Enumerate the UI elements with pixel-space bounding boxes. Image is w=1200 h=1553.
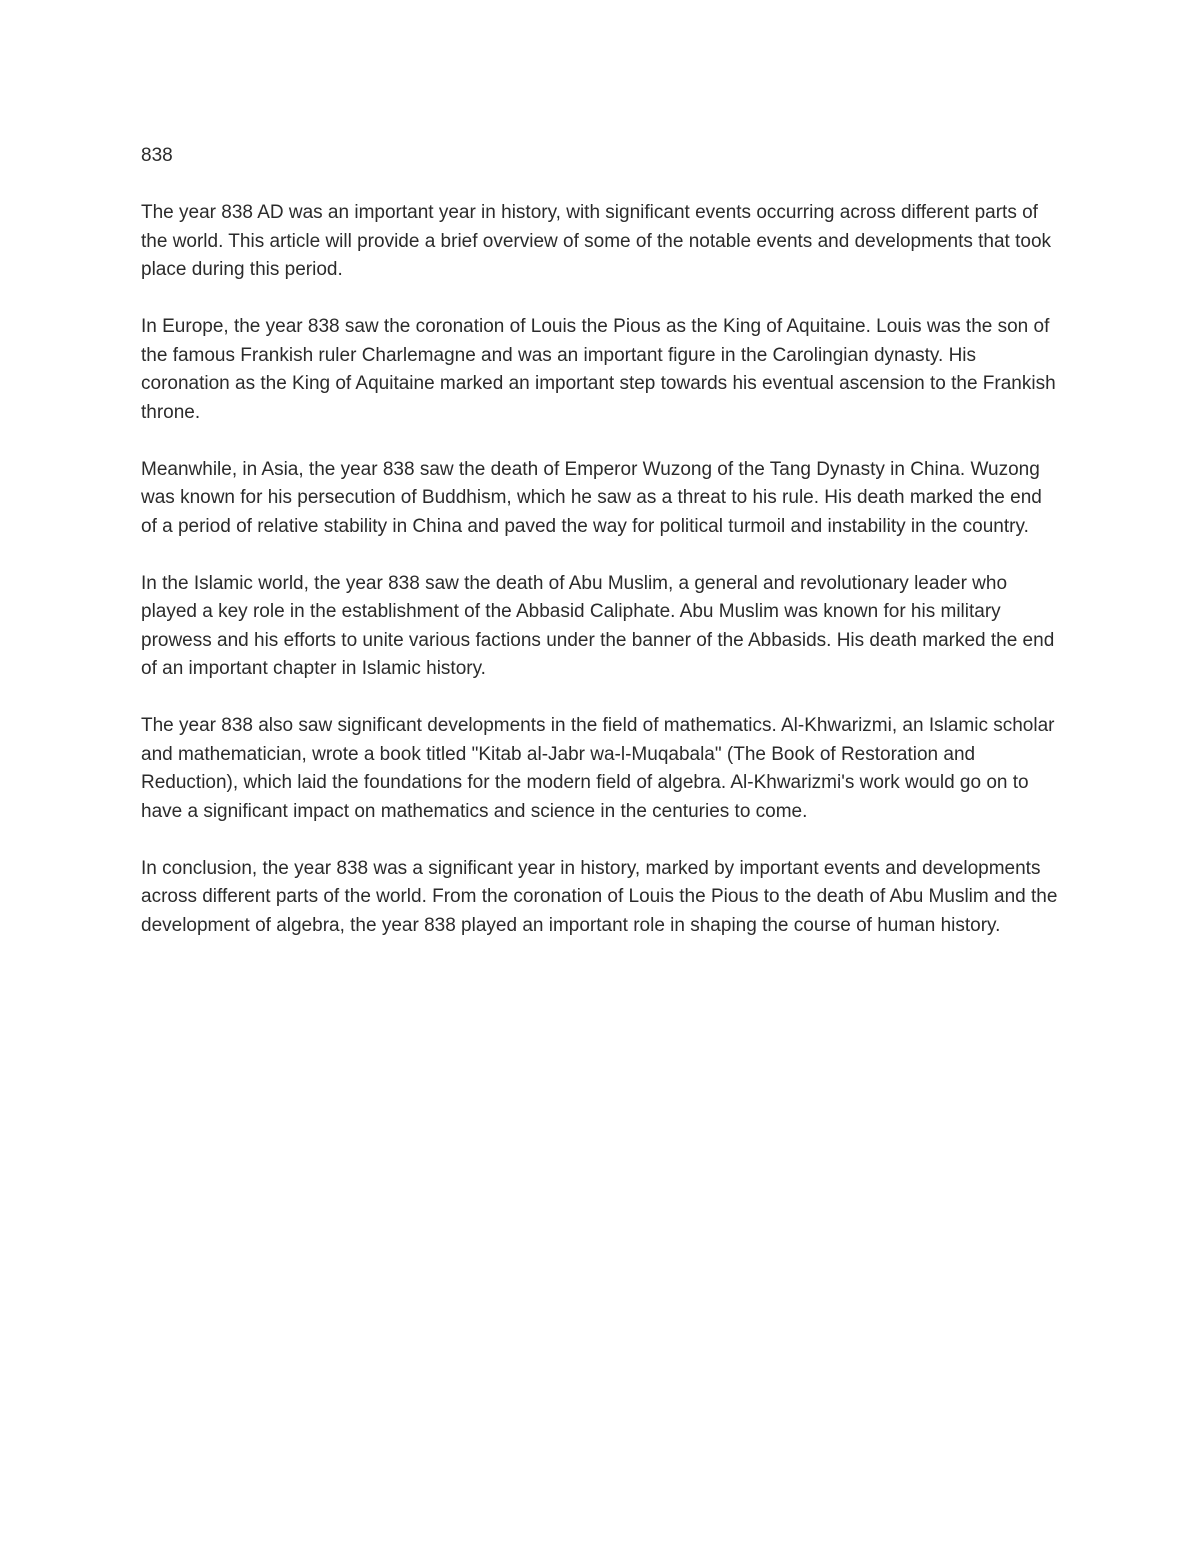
document-title: 838	[141, 145, 173, 166]
paragraph-intro: The year 838 AD was an important year in history, with significant events occurring across different parts of the world. This article will provide a brief overview of some of the notable events and developments that took place during this period.	[141, 202, 1052, 280]
paragraph-europe: In Europe, the year 838 saw the coronation of Louis the Pious as the King of Aquitaine. Louis was the son of the famous Frankish ruler Charlemagne and was an important figure in the Carolingian dynasty. His coronation as the King of Aquitaine marked an important step towards his eventual ascension to the Frankish throne.	[141, 316, 1056, 423]
paragraph-mathematics: The year 838 also saw significant developments in the field of mathematics. Al-Khwarizmi, an Islamic scholar and mathematician, wrote a book titled "Kitab al-Jabr wa-l-Muqabala" (The Book of Restoration and Reduction), which laid the foundations for the modern field of algebra. Al-Khwarizmi's work would go on to have a significant impact on mathematics and science in the centuries to come.	[141, 715, 1055, 822]
paragraph-islamic-world: In the Islamic world, the year 838 saw the death of Abu Muslim, a general and revolutionary leader who played a key role in the establishment of the Abbasid Caliphate. Abu Muslim was known for his military prowess and his efforts to unite various factions under the banner of the Abbasids. His death marked the end of an important chapter in Islamic history.	[141, 572, 1055, 679]
paragraph-conclusion: In conclusion, the year 838 was a significant year in history, marked by important events and developments across different parts of the world. From the coronation of Louis the Pious to the death of Abu Muslim and the development of algebra, the year 838 played an important role in shaping the course of human history.	[141, 857, 1058, 936]
paragraph-asia: Meanwhile, in Asia, the year 838 saw the death of Emperor Wuzong of the Tang Dynasty in China. Wuzong was known for his persecution of Buddhism, which he saw as a threat to his rule. His death marked the end of a period of relative stability in China and paved the way for political turmoil and instability in the country.	[141, 458, 1042, 537]
document-body	[141, 142, 1061, 969]
